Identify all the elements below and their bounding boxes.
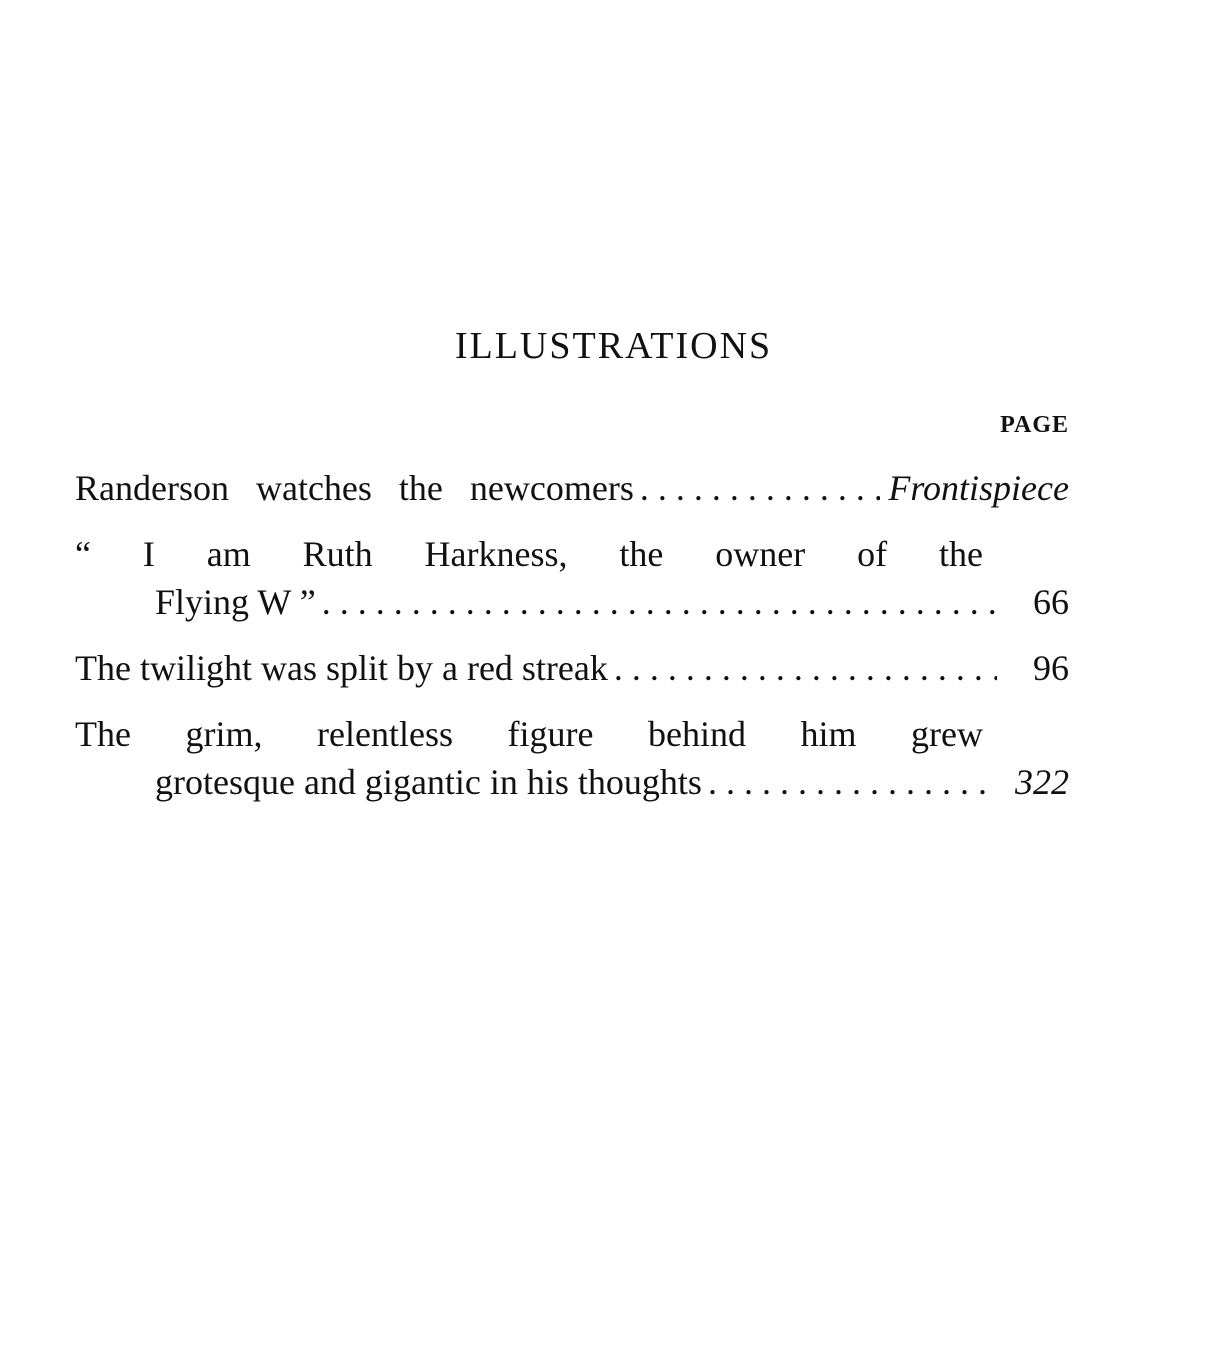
dot-leader — [608, 644, 997, 692]
dot-leader — [316, 578, 997, 626]
entry-page: 322 — [1015, 762, 1069, 802]
illustrations-list — [75, 464, 1069, 824]
entry-page: Frontispiece — [888, 468, 1069, 508]
list-item — [75, 464, 1069, 512]
list-item — [75, 530, 1069, 626]
entry-line — [75, 464, 1069, 512]
entry-caption: “ I am Ruth Harkness, the owner of the — [75, 534, 983, 574]
page-title: ILLUSTRATIONS — [454, 325, 773, 367]
entry-caption-continued: grotesque and gigantic in his thoughts — [155, 762, 702, 802]
dot-leader — [702, 758, 997, 806]
list-item — [75, 710, 1069, 806]
entry-line-continued — [75, 758, 1069, 806]
entry-caption: Randerson watches the newcomers — [75, 468, 634, 508]
entry-line — [75, 710, 1069, 758]
entry-page: 96 — [1033, 648, 1069, 688]
entry-caption: The twilight was split by a red streak — [75, 648, 608, 688]
entry-line — [75, 644, 1069, 692]
entry-page: 66 — [1033, 582, 1069, 622]
list-item — [75, 644, 1069, 692]
entry-caption: The grim, relentless figure behind him grew — [75, 714, 983, 754]
entry-caption-continued: Flying W ” — [155, 582, 316, 622]
page-column-header: PAGE — [1000, 412, 1069, 438]
entry-line-continued — [75, 578, 1069, 626]
entry-line — [75, 530, 1069, 578]
dot-leader — [634, 464, 881, 512]
